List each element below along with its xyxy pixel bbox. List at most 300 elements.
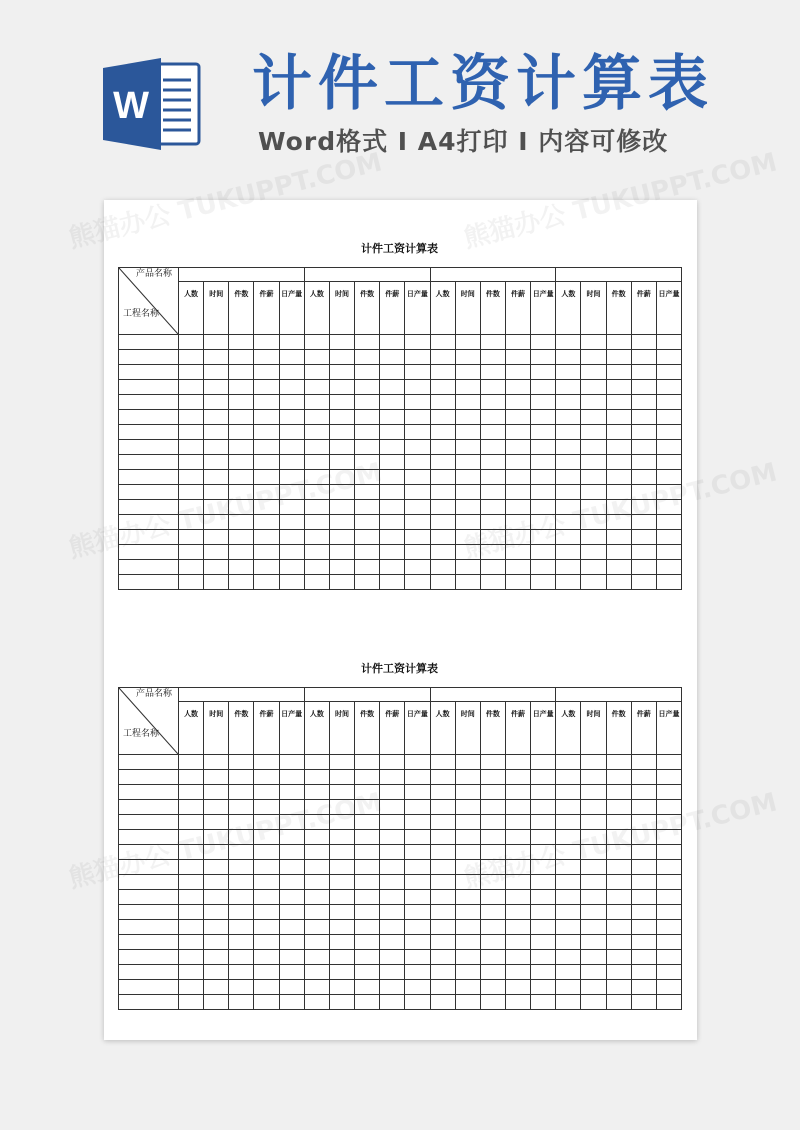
data-cell[interactable] [455, 500, 480, 515]
data-cell[interactable] [204, 560, 229, 575]
data-cell[interactable] [355, 335, 380, 350]
data-cell[interactable] [606, 860, 631, 875]
data-cell[interactable] [531, 455, 556, 470]
data-cell[interactable] [656, 335, 681, 350]
process-name-cell[interactable] [119, 515, 179, 530]
data-cell[interactable] [631, 440, 656, 455]
data-cell[interactable] [355, 530, 380, 545]
data-cell[interactable] [229, 560, 254, 575]
data-cell[interactable] [355, 500, 380, 515]
data-cell[interactable] [606, 905, 631, 920]
data-cell[interactable] [631, 815, 656, 830]
data-cell[interactable] [505, 365, 530, 380]
data-cell[interactable] [179, 860, 204, 875]
data-cell[interactable] [254, 770, 279, 785]
data-cell[interactable] [430, 965, 455, 980]
data-cell[interactable] [204, 350, 229, 365]
data-cell[interactable] [606, 455, 631, 470]
data-cell[interactable] [656, 545, 681, 560]
data-cell[interactable] [380, 905, 405, 920]
data-cell[interactable] [279, 800, 304, 815]
data-cell[interactable] [229, 890, 254, 905]
data-cell[interactable] [254, 500, 279, 515]
data-cell[interactable] [254, 395, 279, 410]
data-cell[interactable] [254, 830, 279, 845]
data-cell[interactable] [505, 545, 530, 560]
data-cell[interactable] [505, 860, 530, 875]
data-cell[interactable] [656, 995, 681, 1010]
data-cell[interactable] [229, 335, 254, 350]
data-cell[interactable] [581, 980, 606, 995]
data-cell[interactable] [304, 350, 329, 365]
data-cell[interactable] [631, 365, 656, 380]
data-cell[interactable] [480, 425, 505, 440]
data-cell[interactable] [581, 875, 606, 890]
data-cell[interactable] [581, 890, 606, 905]
data-cell[interactable] [480, 755, 505, 770]
data-cell[interactable] [380, 800, 405, 815]
data-cell[interactable] [204, 530, 229, 545]
data-cell[interactable] [631, 425, 656, 440]
data-cell[interactable] [380, 785, 405, 800]
data-cell[interactable] [329, 470, 354, 485]
data-cell[interactable] [581, 935, 606, 950]
data-cell[interactable] [329, 935, 354, 950]
process-name-cell[interactable] [119, 890, 179, 905]
data-cell[interactable] [455, 815, 480, 830]
data-cell[interactable] [380, 335, 405, 350]
data-cell[interactable] [179, 545, 204, 560]
data-cell[interactable] [455, 965, 480, 980]
data-cell[interactable] [254, 515, 279, 530]
data-cell[interactable] [631, 515, 656, 530]
data-cell[interactable] [304, 440, 329, 455]
data-cell[interactable] [254, 755, 279, 770]
data-cell[interactable] [229, 950, 254, 965]
data-cell[interactable] [606, 800, 631, 815]
data-cell[interactable] [505, 875, 530, 890]
process-name-cell[interactable] [119, 980, 179, 995]
data-cell[interactable] [179, 785, 204, 800]
data-cell[interactable] [556, 380, 581, 395]
data-cell[interactable] [656, 845, 681, 860]
data-cell[interactable] [480, 395, 505, 410]
data-cell[interactable] [229, 785, 254, 800]
data-cell[interactable] [505, 755, 530, 770]
data-cell[interactable] [556, 860, 581, 875]
data-cell[interactable] [606, 395, 631, 410]
data-cell[interactable] [631, 410, 656, 425]
data-cell[interactable] [556, 515, 581, 530]
data-cell[interactable] [204, 770, 229, 785]
data-cell[interactable] [581, 350, 606, 365]
data-cell[interactable] [405, 560, 430, 575]
data-cell[interactable] [179, 425, 204, 440]
data-cell[interactable] [204, 500, 229, 515]
data-cell[interactable] [254, 875, 279, 890]
data-cell[interactable] [430, 905, 455, 920]
process-name-cell[interactable] [119, 500, 179, 515]
data-cell[interactable] [229, 995, 254, 1010]
data-cell[interactable] [430, 425, 455, 440]
data-cell[interactable] [581, 785, 606, 800]
data-cell[interactable] [505, 785, 530, 800]
data-cell[interactable] [455, 455, 480, 470]
data-cell[interactable] [505, 425, 530, 440]
data-cell[interactable] [556, 830, 581, 845]
data-cell[interactable] [606, 365, 631, 380]
data-cell[interactable] [329, 815, 354, 830]
data-cell[interactable] [279, 485, 304, 500]
data-cell[interactable] [556, 965, 581, 980]
data-cell[interactable] [380, 575, 405, 590]
data-cell[interactable] [329, 800, 354, 815]
data-cell[interactable] [204, 545, 229, 560]
data-cell[interactable] [355, 410, 380, 425]
data-cell[interactable] [480, 560, 505, 575]
data-cell[interactable] [355, 800, 380, 815]
data-cell[interactable] [329, 965, 354, 980]
data-cell[interactable] [606, 575, 631, 590]
data-cell[interactable] [505, 770, 530, 785]
data-cell[interactable] [455, 890, 480, 905]
data-cell[interactable] [581, 845, 606, 860]
data-cell[interactable] [531, 470, 556, 485]
data-cell[interactable] [380, 560, 405, 575]
data-cell[interactable] [304, 365, 329, 380]
data-cell[interactable] [204, 920, 229, 935]
data-cell[interactable] [279, 875, 304, 890]
data-cell[interactable] [179, 410, 204, 425]
data-cell[interactable] [405, 995, 430, 1010]
data-cell[interactable] [581, 830, 606, 845]
data-cell[interactable] [606, 950, 631, 965]
data-cell[interactable] [505, 965, 530, 980]
data-cell[interactable] [355, 560, 380, 575]
data-cell[interactable] [329, 995, 354, 1010]
data-cell[interactable] [606, 410, 631, 425]
data-cell[interactable] [279, 410, 304, 425]
data-cell[interactable] [505, 800, 530, 815]
data-cell[interactable] [606, 545, 631, 560]
data-cell[interactable] [229, 530, 254, 545]
data-cell[interactable] [531, 755, 556, 770]
data-cell[interactable] [380, 755, 405, 770]
product-name-cell[interactable] [179, 268, 305, 282]
data-cell[interactable] [430, 755, 455, 770]
data-cell[interactable] [179, 875, 204, 890]
data-cell[interactable] [656, 950, 681, 965]
data-cell[interactable] [656, 875, 681, 890]
data-cell[interactable] [480, 470, 505, 485]
data-cell[interactable] [531, 425, 556, 440]
process-name-cell[interactable] [119, 560, 179, 575]
data-cell[interactable] [631, 470, 656, 485]
data-cell[interactable] [304, 785, 329, 800]
data-cell[interactable] [455, 770, 480, 785]
data-cell[interactable] [229, 875, 254, 890]
data-cell[interactable] [631, 875, 656, 890]
data-cell[interactable] [229, 455, 254, 470]
data-cell[interactable] [556, 560, 581, 575]
data-cell[interactable] [304, 995, 329, 1010]
data-cell[interactable] [581, 995, 606, 1010]
data-cell[interactable] [581, 335, 606, 350]
data-cell[interactable] [631, 950, 656, 965]
data-cell[interactable] [405, 425, 430, 440]
data-cell[interactable] [430, 365, 455, 380]
data-cell[interactable] [606, 890, 631, 905]
data-cell[interactable] [505, 335, 530, 350]
data-cell[interactable] [455, 845, 480, 860]
data-cell[interactable] [631, 785, 656, 800]
data-cell[interactable] [355, 470, 380, 485]
data-cell[interactable] [656, 470, 681, 485]
data-cell[interactable] [329, 920, 354, 935]
data-cell[interactable] [179, 440, 204, 455]
data-cell[interactable] [329, 530, 354, 545]
data-cell[interactable] [279, 440, 304, 455]
data-cell[interactable] [606, 935, 631, 950]
data-cell[interactable] [304, 530, 329, 545]
data-cell[interactable] [480, 890, 505, 905]
data-cell[interactable] [304, 335, 329, 350]
data-cell[interactable] [455, 830, 480, 845]
process-name-cell[interactable] [119, 800, 179, 815]
data-cell[interactable] [254, 485, 279, 500]
data-cell[interactable] [279, 575, 304, 590]
data-cell[interactable] [380, 890, 405, 905]
data-cell[interactable] [656, 980, 681, 995]
data-cell[interactable] [229, 575, 254, 590]
data-cell[interactable] [480, 500, 505, 515]
data-cell[interactable] [505, 485, 530, 500]
data-cell[interactable] [179, 935, 204, 950]
data-cell[interactable] [254, 800, 279, 815]
data-cell[interactable] [229, 545, 254, 560]
data-cell[interactable] [631, 920, 656, 935]
data-cell[interactable] [329, 500, 354, 515]
data-cell[interactable] [179, 770, 204, 785]
data-cell[interactable] [329, 545, 354, 560]
data-cell[interactable] [304, 860, 329, 875]
data-cell[interactable] [380, 515, 405, 530]
data-cell[interactable] [480, 860, 505, 875]
data-cell[interactable] [556, 545, 581, 560]
data-cell[interactable] [606, 350, 631, 365]
data-cell[interactable] [531, 545, 556, 560]
data-cell[interactable] [631, 560, 656, 575]
data-cell[interactable] [304, 500, 329, 515]
data-cell[interactable] [204, 785, 229, 800]
data-cell[interactable] [581, 470, 606, 485]
data-cell[interactable] [455, 440, 480, 455]
product-name-cell[interactable] [556, 268, 682, 282]
data-cell[interactable] [455, 860, 480, 875]
data-cell[interactable] [531, 965, 556, 980]
data-cell[interactable] [279, 935, 304, 950]
data-cell[interactable] [556, 755, 581, 770]
data-cell[interactable] [279, 335, 304, 350]
process-name-cell[interactable] [119, 755, 179, 770]
data-cell[interactable] [656, 920, 681, 935]
data-cell[interactable] [405, 905, 430, 920]
data-cell[interactable] [279, 860, 304, 875]
data-cell[interactable] [229, 485, 254, 500]
data-cell[interactable] [656, 815, 681, 830]
data-cell[interactable] [204, 950, 229, 965]
process-name-cell[interactable] [119, 440, 179, 455]
data-cell[interactable] [656, 965, 681, 980]
data-cell[interactable] [480, 365, 505, 380]
data-cell[interactable] [204, 980, 229, 995]
data-cell[interactable] [179, 920, 204, 935]
data-cell[interactable] [531, 770, 556, 785]
data-cell[interactable] [405, 860, 430, 875]
data-cell[interactable] [380, 395, 405, 410]
data-cell[interactable] [355, 350, 380, 365]
data-cell[interactable] [380, 530, 405, 545]
data-cell[interactable] [229, 380, 254, 395]
data-cell[interactable] [329, 845, 354, 860]
process-name-cell[interactable] [119, 830, 179, 845]
data-cell[interactable] [430, 830, 455, 845]
data-cell[interactable] [279, 830, 304, 845]
data-cell[interactable] [531, 515, 556, 530]
data-cell[interactable] [279, 545, 304, 560]
data-cell[interactable] [606, 755, 631, 770]
data-cell[interactable] [581, 530, 606, 545]
data-cell[interactable] [430, 860, 455, 875]
data-cell[interactable] [631, 755, 656, 770]
data-cell[interactable] [455, 380, 480, 395]
data-cell[interactable] [505, 980, 530, 995]
data-cell[interactable] [380, 995, 405, 1010]
data-cell[interactable] [480, 770, 505, 785]
data-cell[interactable] [329, 395, 354, 410]
data-cell[interactable] [405, 530, 430, 545]
data-cell[interactable] [254, 890, 279, 905]
data-cell[interactable] [355, 395, 380, 410]
data-cell[interactable] [204, 875, 229, 890]
data-cell[interactable] [581, 440, 606, 455]
data-cell[interactable] [204, 440, 229, 455]
data-cell[interactable] [380, 875, 405, 890]
data-cell[interactable] [355, 485, 380, 500]
data-cell[interactable] [329, 575, 354, 590]
data-cell[interactable] [304, 575, 329, 590]
data-cell[interactable] [581, 905, 606, 920]
process-name-cell[interactable] [119, 365, 179, 380]
data-cell[interactable] [505, 890, 530, 905]
data-cell[interactable] [329, 755, 354, 770]
data-cell[interactable] [606, 815, 631, 830]
data-cell[interactable] [279, 560, 304, 575]
data-cell[interactable] [430, 935, 455, 950]
data-cell[interactable] [505, 395, 530, 410]
data-cell[interactable] [656, 755, 681, 770]
data-cell[interactable] [656, 425, 681, 440]
data-cell[interactable] [656, 770, 681, 785]
data-cell[interactable] [480, 875, 505, 890]
data-cell[interactable] [405, 845, 430, 860]
data-cell[interactable] [556, 410, 581, 425]
data-cell[interactable] [631, 935, 656, 950]
data-cell[interactable] [631, 395, 656, 410]
data-cell[interactable] [254, 785, 279, 800]
data-cell[interactable] [531, 380, 556, 395]
data-cell[interactable] [480, 845, 505, 860]
data-cell[interactable] [355, 770, 380, 785]
data-cell[interactable] [355, 995, 380, 1010]
data-cell[interactable] [606, 530, 631, 545]
data-cell[interactable] [631, 995, 656, 1010]
data-cell[interactable] [606, 500, 631, 515]
data-cell[interactable] [204, 935, 229, 950]
data-cell[interactable] [304, 920, 329, 935]
data-cell[interactable] [631, 335, 656, 350]
data-cell[interactable] [606, 440, 631, 455]
data-cell[interactable] [430, 995, 455, 1010]
data-cell[interactable] [430, 545, 455, 560]
data-cell[interactable] [656, 515, 681, 530]
data-cell[interactable] [405, 800, 430, 815]
data-cell[interactable] [179, 950, 204, 965]
data-cell[interactable] [480, 485, 505, 500]
process-name-cell[interactable] [119, 770, 179, 785]
data-cell[interactable] [556, 920, 581, 935]
data-cell[interactable] [430, 875, 455, 890]
data-cell[interactable] [505, 410, 530, 425]
data-cell[interactable] [355, 830, 380, 845]
data-cell[interactable] [531, 395, 556, 410]
data-cell[interactable] [455, 530, 480, 545]
data-cell[interactable] [329, 980, 354, 995]
data-cell[interactable] [254, 575, 279, 590]
data-cell[interactable] [304, 410, 329, 425]
process-name-cell[interactable] [119, 905, 179, 920]
data-cell[interactable] [405, 785, 430, 800]
data-cell[interactable] [179, 395, 204, 410]
data-cell[interactable] [531, 950, 556, 965]
data-cell[interactable] [480, 380, 505, 395]
data-cell[interactable] [531, 860, 556, 875]
data-cell[interactable] [204, 515, 229, 530]
data-cell[interactable] [279, 755, 304, 770]
data-cell[interactable] [355, 575, 380, 590]
data-cell[interactable] [329, 380, 354, 395]
data-cell[interactable] [279, 530, 304, 545]
data-cell[interactable] [179, 845, 204, 860]
data-cell[interactable] [279, 950, 304, 965]
data-cell[interactable] [581, 455, 606, 470]
data-cell[interactable] [304, 380, 329, 395]
data-cell[interactable] [581, 365, 606, 380]
data-cell[interactable] [556, 770, 581, 785]
data-cell[interactable] [179, 380, 204, 395]
data-cell[interactable] [329, 785, 354, 800]
data-cell[interactable] [430, 560, 455, 575]
data-cell[interactable] [355, 875, 380, 890]
data-cell[interactable] [631, 350, 656, 365]
data-cell[interactable] [455, 560, 480, 575]
data-cell[interactable] [279, 350, 304, 365]
data-cell[interactable] [631, 485, 656, 500]
data-cell[interactable] [229, 815, 254, 830]
data-cell[interactable] [480, 785, 505, 800]
data-cell[interactable] [531, 500, 556, 515]
data-cell[interactable] [204, 755, 229, 770]
